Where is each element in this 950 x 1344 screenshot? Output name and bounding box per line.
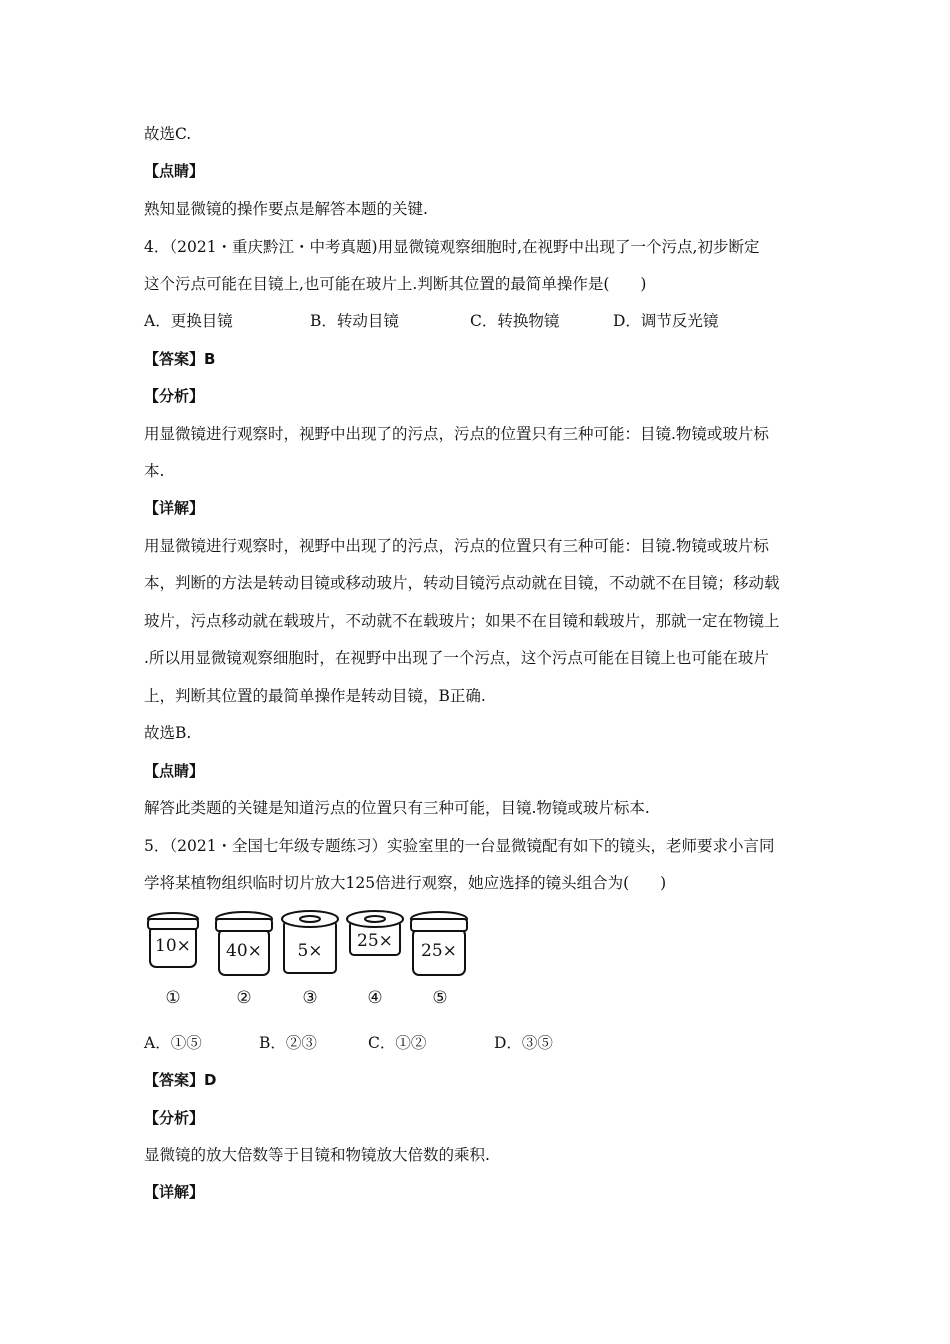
q5-option-d: D．③⑤	[494, 1034, 553, 1052]
text-line: 本，判断的方法是转动目镜或移动玻片，转动目镜污点动就在目镜，不动就不在目镜；移动载	[144, 574, 780, 592]
text-line: 上，判断其位置的最简单操作是转动目镜，B正确.	[144, 687, 486, 705]
lens-1-rim	[148, 919, 198, 929]
lens-4-number: ④	[367, 988, 383, 1008]
text-line: 显微镜的放大倍数等于目镜和物镜放大倍数的乘积.	[144, 1146, 490, 1164]
question-4-stem-cont: 这个污点可能在目镜上,也可能在玻片上.判断其位置的最简单操作是( )	[144, 275, 647, 293]
text-line: 本.	[144, 462, 165, 480]
lens-4-hole	[365, 916, 385, 922]
lens-1-mag: 10×	[155, 936, 191, 956]
q4-option-c: C．转换物镜	[470, 312, 560, 330]
section-tag: 【分析】	[144, 1109, 205, 1127]
q5-option-a: A．①⑤	[144, 1034, 202, 1052]
text-line: .所以用显微镜观察细胞时，在视野中出现了一个污点，这个污点可能在目镜上也可能在玻片	[144, 649, 769, 667]
q5-option-c: C．①②	[368, 1034, 427, 1052]
lens-5-number: ⑤	[432, 988, 448, 1008]
lens-3-hole	[300, 916, 320, 922]
answer-tag: 【答案】B	[144, 350, 216, 368]
lens-5-mag: 25×	[421, 941, 457, 961]
lens-2-number: ②	[236, 988, 252, 1008]
section-tag: 【分析】	[144, 387, 205, 405]
section-tag: 【详解】	[144, 1183, 205, 1201]
q5-option-b: B．②③	[259, 1034, 317, 1052]
lens-2-rim	[216, 919, 272, 931]
lens-3-mag: 5×	[297, 941, 323, 961]
q4-option-d: D．调节反光镜	[613, 312, 719, 330]
q4-option-a: A．更换目镜	[144, 312, 233, 330]
lens-3-number: ③	[302, 988, 318, 1008]
text-line: 熟知显微镜的操作要点是解答本题的关键.	[144, 200, 428, 218]
text-line: 故选B.	[144, 724, 192, 742]
text-line: 玻片，污点移动就在载玻片，不动就不在载玻片；如果不在目镜和载玻片，那就一定在物镜上	[144, 612, 780, 630]
section-tag: 【点睛】	[144, 162, 205, 180]
section-tag: 【点睛】	[144, 762, 205, 780]
lens-1-number: ①	[165, 988, 181, 1008]
answer-tag: 【答案】D	[144, 1071, 217, 1089]
text-line: 解答此类题的关键是知道污点的位置只有三种可能，目镜.物镜或玻片标本.	[144, 799, 650, 817]
question-5-stem: 5．（2021・全国七年级专题练习）实验室里的一台显微镜配有如下的镜头，老师要求小言同	[144, 837, 775, 855]
lens-4-mag: 25×	[357, 931, 393, 951]
lens-5-rim	[411, 919, 467, 931]
question-5-stem-cont: 学将某植物组织临时切片放大125倍进行观察，她应选择的镜头组合为( )	[144, 874, 667, 892]
text-line: 用显微镜进行观察时，视野中出现了的污点，污点的位置只有三种可能：目镜.物镜或玻片标	[144, 537, 769, 555]
lens-2-mag: 40×	[226, 941, 262, 961]
section-tag: 【详解】	[144, 499, 205, 517]
text-line: 用显微镜进行观察时，视野中出现了的污点，污点的位置只有三种可能：目镜.物镜或玻片标	[144, 425, 769, 443]
text-line: 故选C.	[144, 125, 192, 143]
q4-option-b: B．转动目镜	[310, 312, 399, 330]
question-4-stem: 4．（2021・重庆黔江・中考真题)用显微镜观察细胞时,在视野中出现了一个污点,初步断定	[144, 238, 760, 256]
